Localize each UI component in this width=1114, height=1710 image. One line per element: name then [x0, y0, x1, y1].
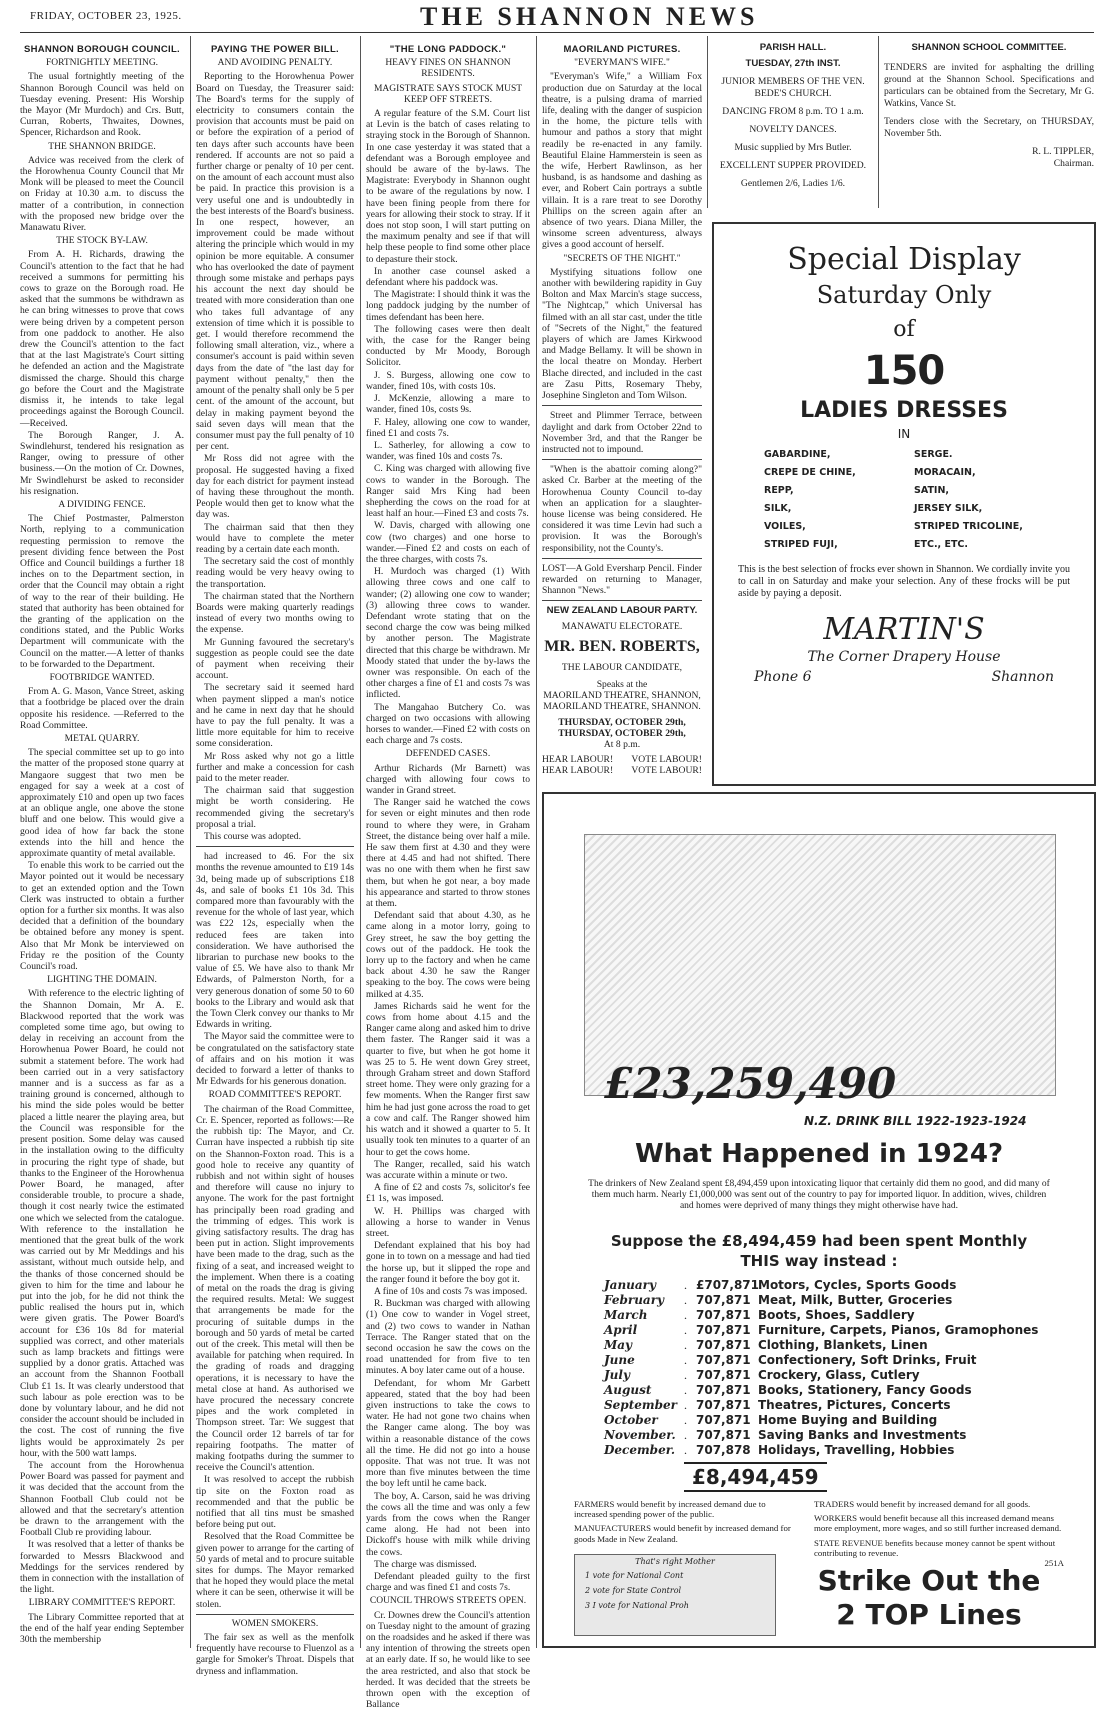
month-use: Confectionery, Soft Drinks, Fruit [758, 1353, 977, 1367]
paragraph: Mystifying situations follow one another with bewildering rapidity in Guy Bolton and Max Marcin's stage success, "The Nightcap," which Universal has filmed with an all star cast, under the title of "Secrets of the Night," the featured players of which are James Kirkwood and Madge Bellamy. It will be shown in the local theatre on Monday. Herbert Blache directed, and included in the cast are Zasu Pitts, Rosemary Theby, Josephine Singleton and Tom Wilson. [542, 266, 702, 402]
benefits-right [814, 1499, 1064, 1568]
speaks-at: Speaks at the [596, 678, 648, 690]
venue: MAORILAND THEATRE, SHANNON. [543, 701, 701, 713]
fabric-item: SATIN, [914, 485, 950, 496]
column-power-bill [196, 40, 354, 1677]
paragraph: The usual fortnightly meeting of the Shannon Borough Council was held on Tuesday evening. Present: His Worship the Mayor (Mr Murdoch) and Crs. Butt, Curran, Roberts, Thwaites, Downes, Spencer, Richardson and Rook. [20, 71, 184, 139]
ad-headline: Special Display [787, 242, 1021, 277]
slogan-line: 2 TOP Lines [836, 1598, 1022, 1631]
paragraph: Resolved that the Road Committee be given power to arrange for the carting of 50 yards of metal and to procure suitable sites for dumps. The Mayor remarked that he hoped they would place the metal where it can be seen, otherwise it will be stolen. [196, 1531, 354, 1610]
paragraph: The Library Committee reported that at the end of the half year ending September 30th the membership [20, 1611, 184, 1646]
month-use: Motors, Cycles, Sports Goods [758, 1278, 957, 1292]
paragraph: The Chief Postmaster, Palmerston North, replying to a communication requesting permission to remove the present dividing fence between the Post Office and Council buildings a further 18 inches on to the Department section, in order that the Council may obtain a right of way to the rear of their building. He stated that authority has been obtained for the granting of the application on the conditions stated, and the Public Works Department will communicate with the Council on the matter.—A letter of thanks to be forwarded to the Department. [20, 513, 184, 670]
divider [542, 558, 702, 559]
month-use: Meat, Milk, Butter, Groceries [758, 1293, 953, 1307]
paragraph: The fair sex as well as the menfolk frequently have recourse to Fluenzol as a gargle for Smoker's Throat. Dispels that dryness and inflammation. [196, 1632, 354, 1677]
fabric-item: VOILES, [764, 521, 806, 532]
paragraph: James Richards said he went for the cows from home about 4.15 and the Ranger came along and asked him to drive them faster. The Ranger said it was a quarter to five, but when he got home it was 25 to 5. He went down Grey street, through Graham street and down Stafford street home. They were only grazing for a few moments. When the Ranger first saw him he had just gone across the road to get a cow and calf. The Ranger showed him his watch and it showed a quarter to 5. It usually took ten minutes to a quarter of an hour to get the cows home. [366, 1000, 530, 1158]
article-subheading: MAGISTRATE SAYS STOCK MUST KEEP OFF STREETS. [373, 83, 523, 105]
month-row [604, 1293, 1038, 1308]
paragraph: W. H. Phillips was charged with allowing a horse to wander in Venus street. [366, 1205, 530, 1239]
month-row [604, 1398, 1038, 1413]
month-amount: 707,871 [696, 1353, 751, 1367]
section-heading: FOOTBRIDGE WANTED. [49, 672, 155, 683]
signature-title: Chairman. [1053, 158, 1094, 169]
paragraph: Street and Plimmer Terrace, between daylight and dark from October 22nd to November 3rd, and that the Ranger be instructed not to impound. [542, 410, 702, 455]
dot: . [684, 1398, 687, 1412]
fabric-item: MORACAIN, [914, 467, 976, 478]
paragraph: Mr Ross asked why not go a little further and make a concession for cash paid to the meter reader. [196, 750, 354, 784]
paragraph: Defendant said that about 4.30, as he came along in a motor lorry, going to Grey street, he saw the boy getting the cows out of the paddock. He took the lorry up to the factory and when he came back about 4.30 he saw the Ranger speaking to the boy. The cows were being milked at 4.35. [366, 910, 530, 1000]
paragraph: The charge was dismissed. [374, 1558, 477, 1570]
month-amount: 707,871 [696, 1398, 751, 1412]
masthead [0, 0, 1114, 30]
ad-line: NOVELTY DANCES. [749, 124, 837, 135]
ad-line: Gentlemen 2/6, Ladies 1/6. [740, 178, 846, 189]
month-amount: 707,871 [696, 1428, 751, 1442]
paragraph: A regular feature of the S.M. Court list at Levin is the batch of cases relating to straying stock in the Borough of Shannon. In one case yesterday it was stated that a defendant was a Borough employee and should be aware of the by-laws. The Magistrate: Everybody in Shannon ought to be aware of the regulations by now. I have been fining people from there for years for allowing their stock to stray. If it does not stop soon, I will start putting on the maximum penalty and see if that will help these people to find some other place to depasture their stock. [366, 108, 530, 265]
slogan: HEAR LABOUR! [542, 765, 614, 777]
ad-code: 251A [1044, 1558, 1064, 1569]
month-name: March [604, 1308, 648, 1322]
ballot-line: 1 vote for National Cont [585, 1571, 684, 1580]
dot: . [684, 1428, 687, 1442]
paragraph: Defendant explained that his boy had gone in to town on a message and had tied the horse up, but it slipped the rope and the ranger found it before the boy got it. [366, 1240, 530, 1285]
paragraph: The account from the Horowhenua Power Board was passed for payment and it was decided that the account from the Shannon Football Club could not be allowed and that the secretary's attention be drawn to the arrangement with the Football Club re providing labour. [20, 1459, 184, 1539]
article-subheading: FORTNIGHTLY MEETING. [45, 58, 159, 69]
section-heading: "SECRETS OF THE NIGHT." [563, 253, 681, 264]
paragraph: H. Murdoch was charged (1) With allowing three cows and one calf to wander; (2) allowing one cow to wander; (3) allowing three cows to wander. Defendant wrote stating that on the second charge the cow was being milked by another person. The Magistrate directed that this charge be withdrawn. Mr Moody stated that under the by-laws the owner was responsible. On each of the other charges a fine of £1 and costs 7s was inflicted. [366, 566, 530, 701]
paragraph: Cr. Downes drew the Council's attention on Tuesday night to the amount of grazing on the roadsides and he asked if there was any intention of throwing the streets open at an early date. If so, he would like to see the area restricted, and also that stock be herded. It was decided that the streets be thrown open with the exception of Ballance [366, 1609, 530, 1710]
article-heading: "THE LONG PADDOCK." [389, 44, 507, 55]
month-row [604, 1413, 1038, 1428]
section-heading: A DIVIDING FENCE. [58, 499, 146, 510]
month-amount: 707,871 [696, 1323, 751, 1337]
fabric-item: STRIPED FUJI, [764, 539, 838, 550]
monthly-spending-list [604, 1278, 1038, 1458]
section-heading: THE SHANNON BRIDGE. [48, 141, 156, 152]
ballot-line: 2 vote for State Control [585, 1586, 682, 1595]
benefit-workers: WORKERS would benefit because all this increased demand means more employment, more wages, and so still further increased demand. [814, 1513, 1062, 1534]
month-row [604, 1323, 1038, 1338]
column-rule [360, 36, 361, 1648]
ad-note: This is the best selection of frocks ever shown in Shannon. We cordially invite you to call in on Saturday and make your selection. Any of these frocks will be put aside by paying a deposit. [738, 564, 1070, 599]
paragraph: The secretary said the cost of monthly reading would be very heavy owing to the transportation. [196, 556, 354, 590]
drink-bill-ad [542, 792, 1096, 1648]
column-rule [536, 36, 537, 1648]
paragraph: From A. G. Mason, Vance Street, asking that a footbridge be placed over the drain opposite his residence. —Referred to the Road Committee. [20, 686, 184, 731]
month-name: February [604, 1293, 665, 1307]
paragraph: In another case counsel asked a defendant where his paddock was. [366, 265, 530, 289]
slogan-line: Strike Out the [817, 1564, 1041, 1597]
paragraph: The following cases were then dealt with, the case for the Ranger being conducted by Mr Moody, Borough Solicitor. [366, 323, 530, 369]
month-use: Crockery, Glass, Cutlery [758, 1368, 920, 1382]
ad-count: 150 [863, 348, 945, 394]
month-name: December. [604, 1443, 676, 1457]
paragraph: From A. H. Richards, drawing the Council's attention to the fact that he had received a summons for permitting his cows to graze on the Borough road. He asked that the summons be withdrawn as he can bring witnesses to prove that cows were being driven by a competent person from one paddock to another. He also drew the Council's attention to the fact that at the last Magistrate's Court sitting he defended an action and the Magistrate dismissed the charge. Should this charge go before the Court and the Magistrate dismiss it, he intends to take legal proceedings against the Borough Council.—Received. [20, 249, 184, 429]
paragraph: The boy, A. Carson, said he was driving the cows all the time and was only a few yards from the cows when the Ranger came along. He had not been into Dickoff's house with milk while driving the cows. [366, 1490, 530, 1558]
column-rule [878, 36, 879, 208]
paragraph: Defendant, for whom Mr Garbett appeared, stated that the boy had been given instructions to take the cows to water. He had not gone two chains when the Ranger came along. The boy was within a reasonable distance of the cows all the time. He did not go into a house opposite. That was not true. It was not more than five minutes between the time the boy left until he came back. [366, 1377, 530, 1490]
section-heading: DEFENDED CASES. [405, 749, 491, 760]
month-use: Boots, Shoes, Saddlery [758, 1308, 915, 1322]
column-long-paddock [366, 40, 530, 1710]
dot: . [684, 1368, 687, 1382]
benefits-left [574, 1499, 794, 1544]
parish-hall-ad [712, 42, 874, 190]
paragraph: The Ranger, recalled, said his watch was accurate within a minute or two. [366, 1158, 530, 1181]
month-name: October [604, 1413, 658, 1427]
drink-bill-amount: £23,259,490 [604, 1059, 897, 1108]
dot: . [684, 1293, 687, 1307]
article-heading: MAORILAND PICTURES. [563, 44, 681, 55]
month-name: May [604, 1338, 633, 1352]
candidate-name: MR. BEN. ROBERTS, [544, 637, 700, 655]
paragraph: "Everyman's Wife," a William Fox production due on Saturday at the local theatre, is a pulsing drama of married life, dealing with the danger of suspicion in the home, the picture tells with humour and pathos a story that might readily be re-enacted in any family. Beautiful Elaine Hammerstein is seen as the wife, Herbert Rawlinson, as her husband, is as handsome and dashing as ever, and Robert Cain portrays a subtle villain. It is a rare treat to see Dorothy Phillips on the screen again after an absence of two years. Diana Miller, the winsome screen adventuress, always gives a good account of herself. [542, 71, 702, 251]
column-maoriland [542, 40, 702, 800]
slogan-row [542, 765, 702, 776]
fabric-list [714, 441, 1094, 558]
ad-subheadline: THIS way instead : [740, 1252, 898, 1270]
slogan: VOTE LABOUR! [631, 765, 702, 777]
month-amount: £707,871 [696, 1278, 760, 1292]
dot: . [684, 1353, 687, 1367]
total-amount: £8,494,459 [684, 1462, 827, 1492]
month-row [604, 1353, 1038, 1368]
article-heading: SHANNON BOROUGH COUNCIL. [23, 44, 181, 55]
candidate-label: THE LABOUR CANDIDATE, [561, 661, 683, 673]
dot: . [684, 1383, 687, 1397]
month-use: Saving Banks and Investments [758, 1428, 967, 1442]
signature: R. L. TIPPLER, [1032, 146, 1094, 157]
month-name: June [604, 1353, 635, 1367]
dot: . [684, 1278, 687, 1292]
paragraph: Mr Ross did not agree with the proposal. He suggested having a fixed day for each district for payment instead of having these throughout the month. People would then get to know what the day was. [196, 453, 354, 521]
dot: . [684, 1308, 687, 1322]
dot: . [684, 1413, 687, 1427]
divider [542, 459, 702, 460]
fabric-item: SILK, [764, 503, 792, 514]
ballot-title: That's right Mother [635, 1557, 715, 1566]
paragraph: With reference to the electric lighting of the Shannon Domain, Mr A. E. Blackwood reported that the work was completed some time ago, but owing to delay in receiving an account from the Horowhenua Power Board, he could not submit a statement before. The work had been carried out in a very satisfactory manner and is a success as far as a training ground is concerned, although to his mind the side poles would be better placed a little nearer the playing area, but the Council was responsible for the present position. Some delay was caused in the installation owing to the difficulty in procuring the right type of shade, but thanks to the Engineer of the Horowhenua Power Board, he managed, after considerable trouble, to procure a shade, though it cost nearly twice the estimated one which we selected from the catalogue. With reference to the installation he mentioned that the great bulk of the work was carried out by Mr Meddings and his assistant, without much outside help, and the thanks of those concerned should be given to him for the time and labour he put into the job, for he did not think the public realised the hours put in, which were given gratis. The Power Board's account for £36 10s 8d for material supplied was correct, and other materials such as lamp brackets and fittings were supplied by a donor gratis. Attached was an account from the Shannon Football Club £1 1s. It was clearly understood that such labour as pole erection was to be done by voluntary labour, and he did not consider the account should be included in the cost. The cost of running the five lights would be approximately 2s per hour, with the 500 watt lamps. [20, 988, 184, 1459]
month-name: November. [604, 1428, 676, 1442]
paragraph: had increased to 46. For the six months the revenue amounted to £19 14s 3d, being made up of subscriptions £18 4s, and sale of books £1 10s 3d. This compared more than favourably with the revenue for the whole of last year, which was £22 12s, especially when the reduced fees are taken into consideration. We have authorised the librarian to purchase new books to the value of £5. We have also to thank Mr Edwards, of Palmerston North, for a very generous donation of some 50 to 60 books to the Library and would ask that the Town Clerk convey our thanks to Mr Edwards in writing. [196, 851, 354, 1031]
month-use: Home Buying and Building [758, 1413, 938, 1427]
paragraph: C. King was charged with allowing five cows to wander in the Borough. The Ranger said Mrs King had been shepherding the cows on the road for at least half an hour.—Fined £3 and costs 7s. [366, 463, 530, 520]
store-contact [714, 665, 1094, 689]
month-name: January [604, 1278, 656, 1292]
paragraph: A fine of 10s and costs 7s was imposed. [374, 1285, 528, 1297]
paragraph: The secretary said it seemed hard when payment slipped a man's notice and he came in next day that he should have to pay the full penalty. It was a little more equitable for him to receive some consideration. [196, 682, 354, 750]
ad-subheadline: Suppose the £8,494,459 had been spent Monthly [610, 1232, 1028, 1250]
article-subheading: "EVERYMAN'S WIFE." [574, 58, 670, 69]
paragraph: J. McKenzie, allowing a mare to wander, fined 10s, costs 9s. [366, 393, 530, 416]
benefit-manufacturers: MANUFACTURERS would benefit by increased demand for goods Made in New Zealand. [574, 1523, 791, 1544]
month-amount: 707,878 [696, 1443, 751, 1457]
fabric-item: GABARDINE, [764, 449, 831, 460]
divider [542, 405, 702, 406]
dot: . [684, 1323, 687, 1337]
paragraph: It was resolved to accept the rubbish tip site on the Foxton road as recommended and that the public be notified that all tins must be smashed before being put out. [196, 1474, 354, 1531]
event-time: At 8 p.m. [603, 738, 641, 750]
benefit-state: STATE REVENUE benefits because money cannot be spent without contributing to revenue. [814, 1537, 1056, 1558]
month-name: August [604, 1383, 652, 1397]
month-amount: 707,871 [696, 1413, 751, 1427]
bar-scene-illustration [584, 834, 1056, 1096]
paragraph: "When is the abattoir coming along?" asked Cr. Barber at the meeting of the Horowhenua County Council to-day when an application for a slaughter-house license was being considered. He considered it was time Levin had such a provision. It was the Borough's responsibility, not the County's. [542, 464, 702, 554]
paragraph: Arthur Richards (Mr Barnett) was charged with allowing four cows to wander in Grand street. [366, 762, 530, 796]
ad-line: EXCELLENT SUPPER PROVIDED. [719, 160, 867, 171]
ad-product: LADIES DRESSES [800, 398, 1008, 423]
slogan: HEAR LABOUR! [542, 754, 614, 766]
ad-in: IN [897, 427, 911, 441]
ballot-illustration [574, 1554, 776, 1636]
event-date: THURSDAY, OCTOBER 29th, [558, 716, 686, 728]
article-heading: PAYING THE POWER BILL. [211, 44, 339, 55]
month-name: July [604, 1368, 630, 1382]
store-phone: Phone 6 [754, 669, 812, 685]
article-subheading: AND AVOIDING PENALTY. [217, 58, 333, 69]
column-borough-council [20, 40, 184, 1650]
ad-of: of [893, 317, 915, 342]
month-use: Clothing, Blankets, Linen [758, 1338, 928, 1352]
month-row [604, 1278, 1038, 1293]
paragraph: F. Haley, allowing one cow to wander, fined £1 and costs 7s. [366, 416, 530, 439]
section-heading: LIBRARY COMMITTEE'S REPORT. [28, 1598, 176, 1609]
store-tagline: The Corner Drapery House [807, 649, 1001, 665]
month-amount: 707,871 [696, 1368, 751, 1382]
newspaper-title: THE SHANNON NEWS [420, 2, 759, 31]
section-heading: WOMEN SMOKERS. [231, 1618, 319, 1629]
fabric-item: REPP, [764, 485, 794, 496]
slogan-row [542, 754, 702, 765]
section-heading: LIGHTING THE DOMAIN. [47, 975, 157, 986]
issue-date: FRIDAY, OCTOBER 23, 1925. [30, 10, 182, 22]
paragraph: Defendant pleaded guilty to the first charge and was fined £1 and costs 7s. [366, 1571, 530, 1594]
paragraph: The chairman of the Road Committee, Cr. E. Spencer, reported as follows:—Re the rubbish tip: The Mayor, and Cr. Curran have inspected a rubbish tip site on the Shannon-Foxton road. This is a good hole to receive any quantity of rubbish and not within sight of houses and therefore will cause no injury to anyone. The work for the past fortnight has principally been road grading and the trimming of edges. This work is giving satisfactory results. The drag has been put in action. Slight improvements have been made to the drag, such as the fixing of a seat, and increased weight to the implement. When there is a coating of metal on the roads the drag is giving the required results. Metal: We suggest that arrangements be made for the procuring of suitable dumps in the borough and 50 yards of metal be carted out of the creek. This metal will then be available for patching when required. In the grading of roads and dragging operations, it is necessary to have the metal close at hand. As authorised we have procured the necessary concrete pipes and the work completed in Thompson street. Tar: We suggest that the Council order 12 barrels of tar for repairing footpaths. The matter of making footpaths during the summer to receive the Council's attention. [196, 1103, 354, 1474]
benefit-farmers: FARMERS would benefit by increased demand due to increased spending power of the public. [574, 1499, 766, 1520]
month-use: Holidays, Travelling, Hobbies [758, 1443, 955, 1457]
paragraph: Advice was received from the clerk of the Horowhenua County Council that Mr Monk will be pleased to meet the Council on Friday at 10.30 a.m. to discuss the matter of a contribution, in connection with the proposed new bridge over the Manawatu River. [20, 154, 184, 234]
month-row [604, 1308, 1038, 1323]
ad-headline: What Happened in 1924? [634, 1139, 1004, 1169]
paragraph: To enable this work to be carried out the Mayor pointed out it would be necessary to get an extended option and the Town Clerk was instructed to obtain a further option for a further six months. It was also decided that a definition of the boundary be obtained before any money is spent. Also that Mr Monk be interviewed on Friday re the position of the County Council's road. [20, 860, 184, 973]
month-use: Books, Stationery, Fancy Goods [758, 1383, 972, 1397]
lost-notice: LOST—A Gold Eversharp Pencil. Finder rewarded on returning to Manager, Shannon "News." [542, 562, 702, 597]
section-heading: METAL QUARRY. [64, 733, 140, 744]
paragraph: The Borough Ranger, J. A. Swindlehurst, tendered his resignation as Ranger, owing to pressure of other business.—On the motion of Cr. Downes, Mr Swindlehurst be asked to reconsider his resignation. [20, 429, 184, 497]
month-use: Theatres, Pictures, Concerts [758, 1398, 951, 1412]
month-row [604, 1368, 1038, 1383]
store-name: MARTIN'S [823, 612, 985, 647]
month-row [604, 1383, 1038, 1398]
school-committee-ad [884, 42, 1094, 170]
drink-bill-caption: N.Z. DRINK BILL 1922-1923-1924 [804, 1114, 1027, 1128]
ad-line: Music supplied by Mrs Butler. [734, 142, 852, 153]
article-subheading: HEAVY FINES ON SHANNON RESIDENTS. [385, 58, 511, 80]
ad-line: DANCING FROM 8 p.m. TO 1 a.m. [722, 106, 864, 117]
ad-date: TUESDAY, 27th INST. [745, 58, 841, 69]
labour-party-title: NEW ZEALAND LABOUR PARTY. [546, 605, 698, 617]
top-rule [20, 32, 1094, 33]
divider [542, 600, 702, 601]
ad-body: TENDERS are invited for asphalting the drilling ground at the Shannon School. Specifications and particulars can be obtained from the Secretary, Mr G. Watkins, Vance St. [884, 62, 1094, 109]
strike-out-slogan [784, 1564, 1074, 1632]
paragraph: W. Davis, charged with allowing one cow (two charges) and one horse to wander.—Fined £2 and costs on each of the three charges, with costs 7s. [366, 520, 530, 565]
month-name: September [604, 1398, 677, 1412]
store-town: Shannon [991, 669, 1054, 685]
column-rule [707, 36, 708, 208]
benefit-traders: TRADERS would benefit by increased demand for all goods. [814, 1499, 1031, 1509]
fabric-item: SERGE. [914, 449, 953, 460]
paragraph: J. S. Burgess, allowing one cow to wander, fined 10s, with costs 10s. [366, 369, 530, 392]
ad-subheadline: Saturday Only [816, 281, 992, 309]
paragraph: It was resolved that a letter of thanks be forwarded to Messrs Blackwood and Meddings for the services rendered by them in connection with the installation of the light. [20, 1539, 184, 1596]
month-amount: 707,871 [696, 1293, 751, 1307]
paragraph: R. Buckman was charged with allowing (1) One cow to wander in Vogel street, and (2) two cows to wander in Nathan Terrace. The Ranger stated that on the second occasion he saw the cows on the road unattended for from five to ten minutes. A boy later came out of a house. [366, 1298, 530, 1377]
venue: MAORILAND THEATRE, SHANNON, [543, 690, 701, 702]
paragraph: The special committee set up to go into the matter of the proposed stone quarry at Mangaore suggest that two men be engaged for say a week at a cost of approximately £10 and open up two faces at an oblique angle, one above the stone bluff and one below. This would give a good idea of how far back the stone extends into the hill and hence the approximate quantity of metal available. [20, 747, 184, 860]
ad-title: SHANNON SCHOOL COMMITTEE. [911, 42, 1067, 53]
column-rule [190, 36, 191, 1648]
paragraph: This course was adopted. [204, 831, 301, 843]
paragraph: The Ranger said he watched the cows for seven or eight minutes and then rode round to where they were, in Graham Street, the distance being over half a mile. He saw them first at 4.30 and they were there at 4.45 and had not shifted. There was no one with them when he first saw them, but when he got near, a boy made his appearance and started to throw stones at them. [366, 797, 530, 910]
divider [196, 846, 354, 847]
paragraph: The chairman stated that the Northern Boards were making quarterly readings instead of every two months owing to the expense. [196, 590, 354, 636]
paragraph: The Magistrate: I should think it was the long paddock judging by the number of times defendant has been here. [366, 289, 530, 323]
dot: . [684, 1338, 687, 1352]
dot: . [684, 1443, 687, 1457]
paragraph: A fine of £2 and costs 7s, solicitor's fee £1 1s, was imposed. [366, 1182, 530, 1205]
paragraph: The Mangahao Butchery Co. was charged on two occasions with allowing horses to wander.—Fined £2 with costs on each charge and 7s costs. [366, 701, 530, 747]
slogan: VOTE LABOUR! [631, 754, 702, 766]
ad-body: The drinkers of New Zealand spent £8,494,459 upon intoxicating liquor that certainly did them no good, and did many of them much harm. Nearly £1,000,000 was sent out of the country to pay for imported liquor. In addition, wives, children and homes were deprived of many things they might otherwise have had. [588, 1179, 1050, 1211]
fabric-item: ETC., ETC. [914, 539, 969, 550]
month-amount: 707,871 [696, 1338, 751, 1352]
ad-title: PARISH HALL. [759, 42, 827, 53]
labour-ad [542, 605, 702, 776]
fabric-item: STRIPED TRICOLINE, [914, 521, 1023, 532]
month-row [604, 1428, 1038, 1443]
fabric-item: JERSEY SILK, [914, 503, 983, 514]
paragraph: Reporting to the Horowhenua Power Board on Tuesday, the Treasurer said: The Board's terms for the supply of electricity to consumers contain the provision that accounts must be paid on or before the expiration of a period of ten days after such accounts have been rendered. If accounts are not so paid a further charge or penalty of 10 per cent. on the amount of each account must also be paid. In practice this provision is a very useful one and is undoubtedly in the best interests of the Board's business. In one respect, however, an improvement could be made without altering the principle which would in my opinion be more equitable. A consumer who has overlooked the date of payment through some mistake and perhaps pays his account the next day should be treated with more consideration than one who takes full advantage of any extension of time which it is possible to get. I would therefore recommend the following small alteration, viz., where a consumer's account is paid within seven days from the date of "the last day for payment without penalty," then the amount of the penalty shall only be 5 per cent. of the amount of the account, but delay in making payment beyond the said seven days will mean that the consumer must pay the full penalty of 10 per cent. [196, 71, 354, 453]
paragraph: Mr Gunning favoured the secretary's suggestion as people could see the date of payment when receiving their account. [196, 636, 354, 682]
month-row [604, 1443, 1038, 1458]
divider [196, 1614, 354, 1615]
paragraph: The chairman said that then they would have to complete the meter reading by a certain date each month. [196, 521, 354, 555]
paragraph: The Mayor said the committee were to be congratulated on the satisfactory state of affairs and on his motion it was decided to forward a letter of thanks to Mr Edwards for his generous donation. [196, 1031, 354, 1088]
ballot-line: 3 I vote for National Proh [585, 1601, 689, 1610]
ad-body: Tenders close with the Secretary, on THURSDAY, November 5th. [884, 116, 1094, 139]
month-name: April [604, 1323, 638, 1337]
electorate: MANAWATU ELECTORATE. [561, 620, 683, 632]
month-amount: 707,871 [696, 1308, 751, 1322]
ad-line: JUNIOR MEMBERS OF THE VEN. BEDE'S CHURCH. [721, 76, 865, 99]
martins-ad [712, 222, 1096, 786]
section-heading: THE STOCK BY-LAW. [56, 236, 148, 247]
paragraph: The chairman said that suggestion might be worth considering. He recommended giving the secretary's proposal a trial. [196, 785, 354, 830]
section-heading: COUNCIL THROWS STREETS OPEN. [369, 1596, 527, 1607]
paragraph: L. Satherley, for allowing a cow to wander, was fined 10s and costs 7s. [366, 439, 530, 463]
month-row [604, 1338, 1038, 1353]
month-amount: 707,871 [696, 1383, 751, 1397]
month-use: Furniture, Carpets, Pianos, Gramophones [758, 1323, 1039, 1337]
section-heading: ROAD COMMITTEE'S REPORT. [208, 1090, 342, 1101]
event-date: THURSDAY, OCTOBER 29th, [558, 727, 686, 739]
fabric-item: CREPE DE CHINE, [764, 467, 856, 478]
